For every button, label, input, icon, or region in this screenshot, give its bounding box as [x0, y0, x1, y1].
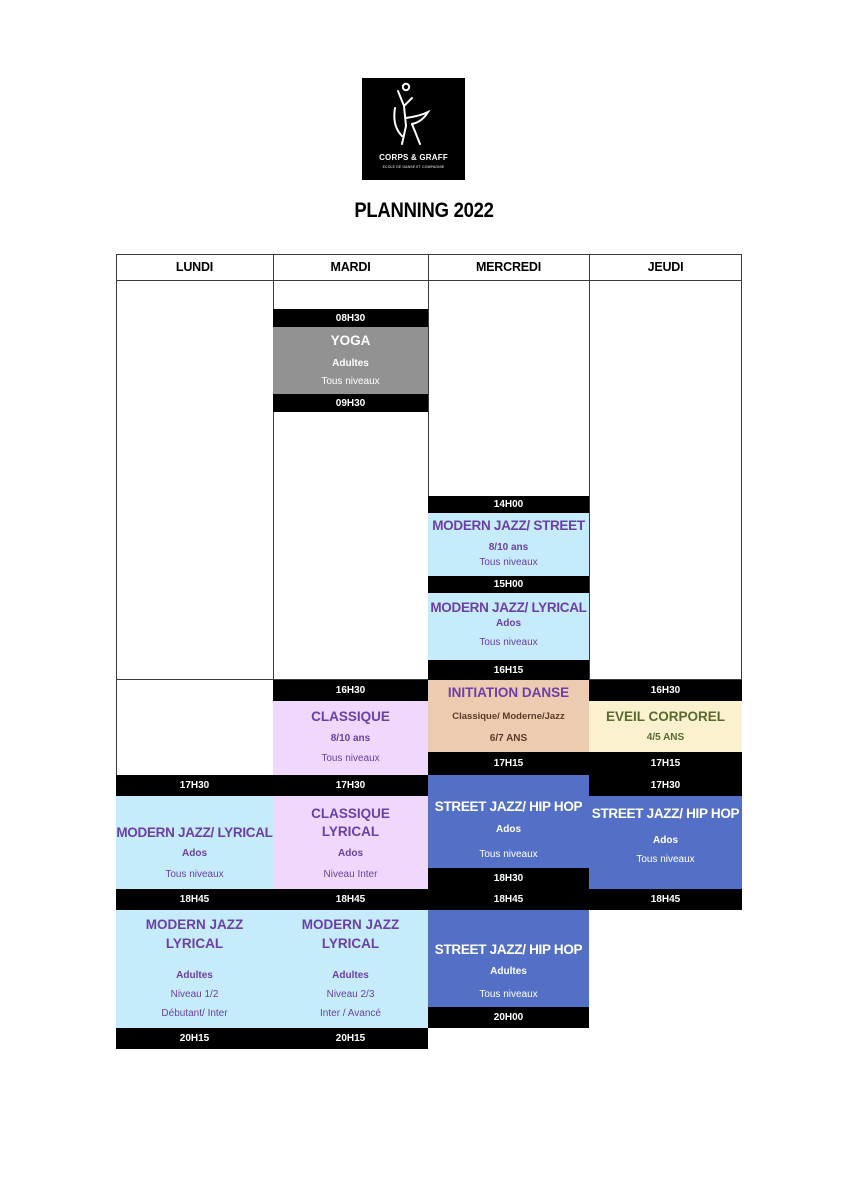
course-level: Tous niveaux	[479, 637, 538, 648]
course-modern-jazz-lyrical[interactable]	[428, 593, 589, 660]
course-level: Niveau 2/3	[326, 989, 375, 1000]
course-audience: Ados	[653, 835, 678, 846]
course-level: Tous niveaux	[636, 854, 695, 865]
course-title-line2: LYRICAL	[321, 936, 380, 951]
time-bar: 20H15	[116, 1028, 273, 1049]
time-bar: 18H45	[428, 889, 589, 910]
column-border	[116, 680, 117, 775]
time-bar: 15H00	[428, 576, 589, 593]
course-title: STREET JAZZ/ HIP HOP	[434, 942, 583, 957]
course-initiation-danse[interactable]	[428, 680, 589, 752]
course-audience: Adultes	[332, 970, 369, 981]
time-bar: 17H15	[428, 752, 589, 775]
course-title: YOGA	[330, 333, 371, 348]
logo-subtitle: ECOLE DE DANSE ET COMPAGNIE	[382, 165, 445, 169]
course-title: MODERN JAZZ/ STREET	[432, 518, 585, 533]
course-audience: Adultes	[332, 358, 369, 369]
time-bar: 17H15	[589, 752, 742, 775]
course-audience: Adultes	[176, 970, 213, 981]
time-bar: 18H45	[116, 889, 273, 910]
school-logo	[362, 78, 465, 180]
time-bar: 08H30	[273, 309, 428, 327]
course-title-line2: LYRICAL	[321, 824, 380, 839]
time-bar: 18H45	[273, 889, 428, 910]
day-header-jeudi: JEUDI	[647, 260, 684, 274]
course-street-jazz-hip-hop[interactable]	[589, 796, 742, 889]
course-eveil-corporel[interactable]	[589, 701, 742, 752]
course-classique-lyrical[interactable]	[273, 796, 428, 889]
course-street-jazz-hip-hop-ados[interactable]	[428, 775, 589, 868]
time-bar: 17H30	[273, 775, 428, 796]
course-level: Niveau 1/2	[170, 989, 219, 1000]
course-level: Tous niveaux	[479, 849, 538, 860]
logo-name: CORPS & GRAFF	[379, 153, 448, 162]
course-audience: Ados	[496, 824, 521, 835]
day-header-lundi: LUNDI	[175, 260, 214, 274]
time-bar: 17H30	[116, 775, 273, 796]
course-audience: 8/10 ans	[488, 542, 529, 553]
course-modern-jazz-lyrical-adultes[interactable]	[273, 910, 428, 1028]
time-bar: 17H30	[589, 775, 742, 796]
time-bar: 18H45	[589, 889, 742, 910]
time-bar: 20H15	[273, 1028, 428, 1049]
course-audience: 8/10 ans	[330, 733, 371, 744]
course-level: Tous niveaux	[479, 557, 538, 568]
course-level: Tous niveaux	[321, 376, 380, 387]
time-bar: 14H00	[428, 496, 589, 513]
course-audience: Ados	[182, 848, 207, 859]
course-level: Tous niveaux	[479, 989, 538, 1000]
course-title-line1: MODERN JAZZ	[145, 917, 244, 932]
course-modern-jazz-lyrical-ados[interactable]	[116, 796, 273, 889]
course-street-jazz-hip-hop-adultes[interactable]	[428, 910, 589, 1007]
course-title: EVEIL CORPOREL	[605, 709, 726, 724]
day-header-mardi: MARDI	[330, 260, 371, 274]
course-level: Tous niveaux	[165, 869, 224, 880]
course-title: MODERN JAZZ/ LYRICAL	[116, 825, 273, 840]
course-title-line2: LYRICAL	[165, 936, 224, 951]
course-title-line1: MODERN JAZZ	[301, 917, 400, 932]
course-level-detail: Inter / Avancé	[320, 1008, 381, 1019]
course-audience: 6/7 ANS	[489, 733, 528, 744]
time-bar: 20H00	[428, 1007, 589, 1028]
time-bar: 16H15	[428, 660, 589, 680]
course-title-line1: CLASSIQUE	[311, 806, 390, 821]
course-level-detail: Débutant/ Inter	[161, 1008, 228, 1019]
course-title: STREET JAZZ/ HIP HOP	[591, 806, 740, 821]
course-audience: Ados	[338, 848, 363, 859]
time-bar: 16H30	[589, 680, 742, 701]
course-title: STREET JAZZ/ HIP HOP	[434, 799, 583, 814]
time-bar: 18H30	[428, 868, 589, 889]
course-yoga[interactable]	[273, 327, 428, 394]
column-divider	[589, 254, 590, 680]
course-audience: 4/5 ANS	[646, 732, 685, 743]
day-header-mercredi: MERCREDI	[475, 260, 542, 274]
course-title: MODERN JAZZ/ LYRICAL	[430, 600, 587, 615]
time-bar: 09H30	[273, 394, 428, 412]
course-classique[interactable]	[273, 701, 428, 775]
header-divider	[116, 280, 742, 281]
course-audience: Ados	[496, 618, 521, 629]
course-modern-jazz-street[interactable]	[428, 513, 589, 576]
time-bar: 16H30	[273, 680, 428, 701]
page-title: PLANNING 2022	[354, 199, 494, 222]
course-title: INITIATION DANSE	[447, 685, 570, 700]
course-title: CLASSIQUE	[311, 709, 390, 724]
course-level: Niveau Inter	[323, 869, 378, 880]
dancer-logo-icon	[362, 78, 465, 153]
course-styles: Classique/ Moderne/Jazz	[452, 711, 565, 722]
course-audience: Adultes	[490, 966, 527, 977]
course-level: Tous niveaux	[321, 753, 380, 764]
course-modern-jazz-lyrical-adultes[interactable]	[116, 910, 273, 1028]
